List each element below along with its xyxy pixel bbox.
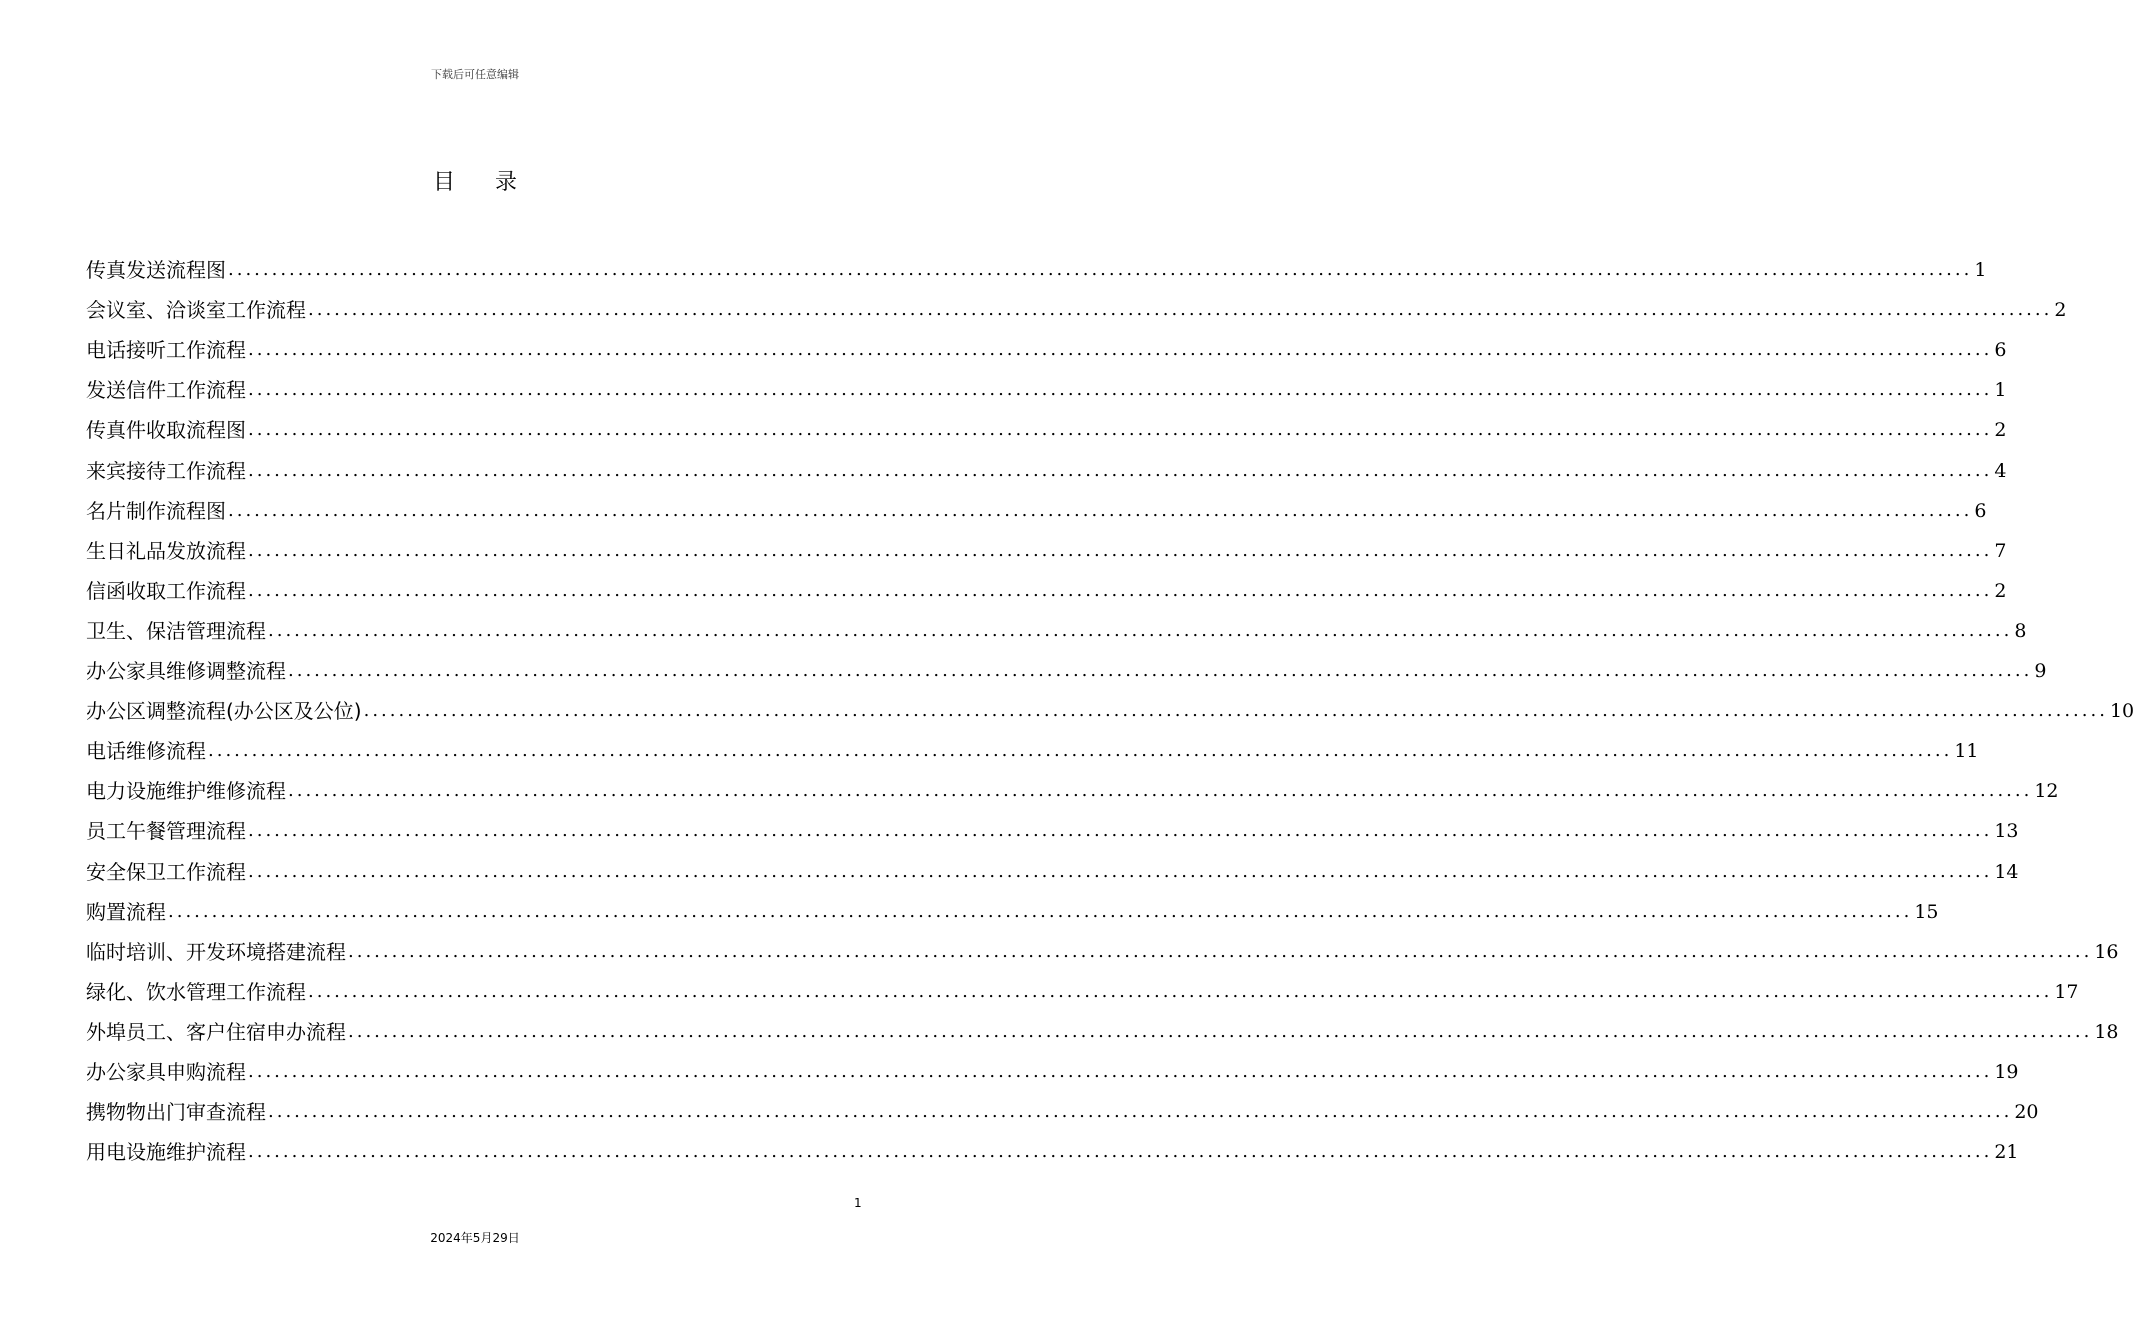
toc-dot-leader: ........................................................................................................................................................................................................ (248, 1141, 1993, 1163)
toc-entry-label: 员工午餐管理流程 (86, 819, 246, 844)
toc-entry-label: 卫生、保洁管理流程 (86, 618, 266, 643)
toc-entry[interactable] (86, 330, 2007, 370)
toc-entry-page: 14 (1994, 860, 2019, 883)
toc-dot-leader: ........................................................................................................................................................................................................ (308, 299, 2053, 321)
toc-entry[interactable] (86, 1132, 2019, 1172)
toc-entry-page: 11 (1954, 740, 1979, 763)
toc-entry[interactable] (86, 731, 1979, 771)
toc-entry[interactable] (86, 851, 2019, 891)
toc-entry-label: 名片制作流程图 (86, 498, 226, 523)
toc-entry-label: 电话接听工作流程 (86, 338, 246, 363)
toc-dot-leader: ........................................................................................................................................................................................................ (248, 459, 1993, 481)
toc-entry[interactable] (86, 1012, 2119, 1052)
toc-entry-page: 7 (1994, 539, 2007, 562)
toc-entry[interactable] (86, 1052, 2019, 1092)
toc-dot-leader: ........................................................................................................................................................................................................ (348, 1020, 2093, 1042)
table-of-contents (86, 250, 2134, 1172)
toc-entry-page: 18 (2094, 1020, 2119, 1043)
toc-entry[interactable] (86, 531, 2007, 571)
toc-dot-leader: ........................................................................................................................................................................................................ (208, 740, 1953, 762)
toc-entry-label: 临时培训、开发环境搭建流程 (86, 939, 346, 964)
toc-entry[interactable] (86, 771, 2059, 811)
toc-entry-label: 信函收取工作流程 (86, 578, 246, 603)
toc-dot-leader: ........................................................................................................................................................................................................ (268, 1101, 2013, 1123)
toc-entry[interactable] (86, 611, 2027, 651)
header-note: 下载后可任意编辑 (431, 68, 519, 81)
toc-entry-label: 外埠员工、客户住宿申办流程 (86, 1019, 346, 1044)
toc-entry-page: 13 (1994, 820, 2019, 843)
toc-entry-page: 8 (2014, 619, 2027, 642)
toc-entry-page: 15 (1914, 900, 1939, 923)
toc-entry[interactable] (86, 571, 2007, 611)
footer-date: 2024年5月29日 (430, 1231, 520, 1245)
toc-dot-leader: ........................................................................................................................................................................................................ (248, 820, 1993, 842)
toc-dot-leader: ........................................................................................................................................................................................................ (168, 900, 1913, 922)
toc-entry-label: 会议室、洽谈室工作流程 (86, 298, 306, 323)
toc-entry-label: 传真件收取流程图 (86, 418, 246, 443)
toc-entry-page: 10 (2109, 700, 2134, 723)
toc-entry[interactable] (86, 450, 2007, 490)
toc-entry-page: 2 (2054, 299, 2067, 322)
toc-dot-leader: ........................................................................................................................................................................................................ (363, 700, 2108, 722)
toc-entry[interactable] (86, 972, 2079, 1012)
toc-dot-leader: ........................................................................................................................................................................................................ (348, 940, 2093, 962)
toc-dot-leader: ........................................................................................................................................................................................................ (228, 259, 1973, 281)
toc-entry[interactable] (86, 491, 1987, 531)
toc-entry-label: 安全保卫工作流程 (86, 859, 246, 884)
toc-dot-leader: ........................................................................................................................................................................................................ (248, 379, 1993, 401)
toc-dot-leader: ........................................................................................................................................................................................................ (288, 780, 2033, 802)
page-number: 1 (854, 1196, 862, 1210)
toc-entry[interactable] (86, 370, 2007, 410)
toc-entry-label: 办公区调整流程(办公区及公位) (86, 699, 362, 724)
toc-entry[interactable] (86, 651, 2047, 691)
toc-entry-label: 电力设施维护维修流程 (86, 779, 286, 804)
toc-entry[interactable] (86, 892, 1939, 932)
toc-entry-page: 19 (1994, 1060, 2019, 1083)
toc-entry-label: 办公家具申购流程 (86, 1059, 246, 1084)
toc-entry-label: 携物物出门审查流程 (86, 1100, 266, 1125)
toc-entry-page: 1 (1994, 379, 2007, 402)
toc-entry-page: 9 (2034, 660, 2047, 683)
toc-entry[interactable] (86, 250, 1987, 290)
toc-entry-page: 4 (1994, 459, 2007, 482)
toc-entry-page: 21 (1994, 1141, 2019, 1164)
toc-entry-label: 传真发送流程图 (86, 258, 226, 283)
toc-entry-page: 20 (2014, 1101, 2039, 1124)
toc-entry[interactable] (86, 290, 2067, 330)
toc-entry-page: 16 (2094, 940, 2119, 963)
toc-entry-label: 办公家具维修调整流程 (86, 659, 286, 684)
toc-entry-page: 2 (1994, 579, 2007, 602)
toc-title: 目录 (432, 170, 557, 195)
toc-dot-leader: ........................................................................................................................................................................................................ (248, 1060, 1993, 1082)
toc-dot-leader: ........................................................................................................................................................................................................ (228, 499, 1973, 521)
toc-entry-page: 12 (2034, 780, 2059, 803)
toc-dot-leader: ........................................................................................................................................................................................................ (248, 539, 1993, 561)
toc-dot-leader: ........................................................................................................................................................................................................ (268, 619, 2013, 641)
toc-entry-page: 1 (1974, 259, 1987, 282)
toc-entry-page: 17 (2054, 980, 2079, 1003)
toc-entry[interactable] (86, 1092, 2039, 1132)
toc-entry-label: 来宾接待工作流程 (86, 458, 246, 483)
toc-entry-label: 生日礼品发放流程 (86, 538, 246, 563)
toc-entry-page: 2 (1994, 419, 2007, 442)
toc-entry-page: 6 (1994, 339, 2007, 362)
toc-entry-label: 绿化、饮水管理工作流程 (86, 979, 306, 1004)
toc-entry-page: 6 (1974, 499, 1987, 522)
toc-entry[interactable] (86, 811, 2019, 851)
toc-dot-leader: ........................................................................................................................................................................................................ (288, 660, 2033, 682)
toc-entry[interactable] (86, 410, 2007, 450)
toc-entry-label: 用电设施维护流程 (86, 1140, 246, 1165)
toc-entry-label: 购置流程 (86, 899, 166, 924)
toc-dot-leader: ........................................................................................................................................................................................................ (248, 339, 1993, 361)
toc-dot-leader: ........................................................................................................................................................................................................ (248, 579, 1993, 601)
toc-entry[interactable] (86, 932, 2119, 972)
toc-dot-leader: ........................................................................................................................................................................................................ (308, 980, 2053, 1002)
toc-entry[interactable] (86, 691, 2134, 731)
toc-entry-label: 发送信件工作流程 (86, 378, 246, 403)
toc-dot-leader: ........................................................................................................................................................................................................ (248, 419, 1993, 441)
toc-entry-label: 电话维修流程 (86, 739, 206, 764)
toc-dot-leader: ........................................................................................................................................................................................................ (248, 860, 1993, 882)
